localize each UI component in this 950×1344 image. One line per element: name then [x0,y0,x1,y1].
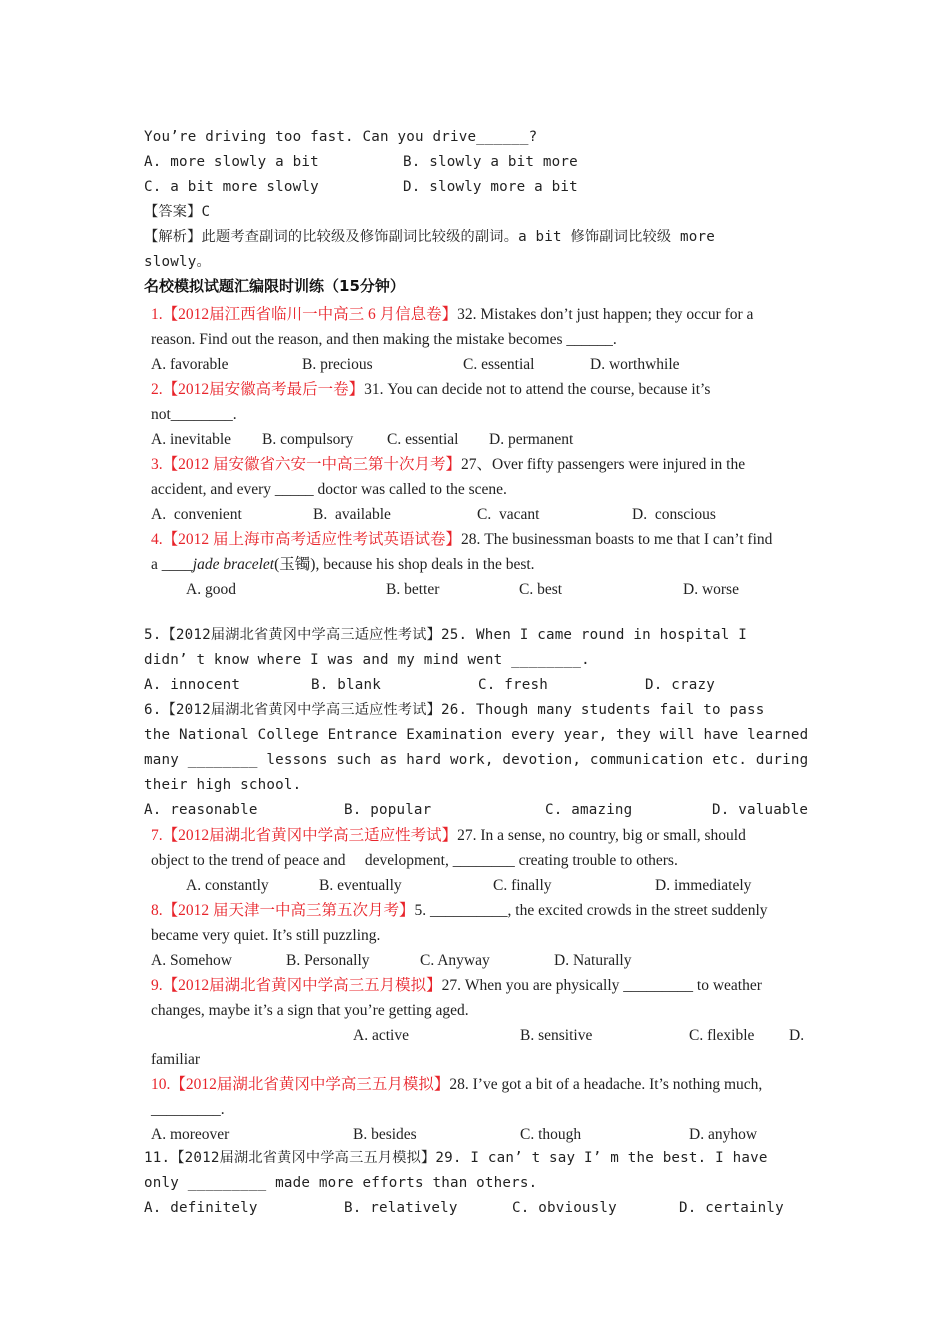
intro-option-c: C. a bit more slowly [144,179,319,195]
question-4-option-d: D. worse [683,581,739,598]
question-6-line2: the National College Entrance Examination every year, they will have learned [144,727,809,743]
question-8-option-d: D. Naturally [554,952,632,969]
intro-question-stem: You’re driving too fast. Can you drive______? [144,129,538,145]
question-2-option-b: B. compulsory [262,431,354,448]
question-source: 2.【2012届安徽高考最后一卷】 [151,381,365,398]
question-5-line2: didn’ t know where I was and my mind went ________. [144,652,590,668]
question-10-option-c: C. though [520,1126,582,1143]
question-source: 7.【2012届湖北省黄冈中学高三适应性考试】 [151,827,458,844]
question-2-line2: not________. [151,406,237,423]
question-6-line3: many ________ lessons such as hard work, devotion, communication etc. during [144,752,809,768]
question-2-line1 [151,377,710,402]
intro-analysis-line1: 【解析】此题考查副词的比较级及修饰副词比较级的副词。a bit 修饰副词比较级 more [144,229,715,245]
question-8-option-a: A. Somehow [151,952,232,969]
question-9-option-c: C. flexible [689,1027,755,1044]
question-source: 1.【2012届江西省临川一中高三 6 月信息卷】 [151,306,458,323]
question-text: 27. In a sense, no country, big or small, should [457,827,746,844]
question-source: 11.【2012届湖北省黄冈中学高三五月模拟】 [144,1150,436,1166]
question-7-option-c: C. finally [493,877,552,894]
question-11-line1 [144,1146,768,1171]
question-1-option-a: A. favorable [151,356,229,373]
question-4-line1 [151,527,772,552]
question-10-option-a: A. moreover [151,1126,230,1143]
question-7-option-a: A. constantly [186,877,269,894]
question-6-option-d: D. valuable [712,802,809,818]
question-3-line2: accident, and every _____ doctor was called to the scene. [151,481,507,498]
question-4-option-b: B. better [386,581,440,598]
question-7-option-d: D. immediately [655,877,752,894]
question-8-option-c: C. Anyway [420,952,490,969]
intro-analysis-line2: slowly。 [144,254,211,270]
question-1-option-b: B. precious [302,356,373,373]
question-5-option-c: C. fresh [478,677,548,693]
question-10-option-d: D. anyhow [689,1126,758,1143]
question-9-line1 [151,973,762,998]
question-text: 25. When I came round in hospital I [441,627,748,643]
question-text: 32. Mistakes don’t just happen; they occur for a [457,306,754,323]
question-text: a ____ [151,556,193,573]
question-2-option-c: C. essential [387,431,459,448]
question-text: 29. I can’ t say I’ m the best. I have [435,1150,768,1166]
question-9-option-b: B. sensitive [520,1027,593,1044]
question-5-option-b: B. blank [311,677,381,693]
question-7-line1 [151,823,746,848]
question-11-option-d: D. certainly [679,1200,784,1216]
question-7-line2: object to the trend of peace and development, ________ creating trouble to others. [151,852,678,869]
question-source: 4.【2012 届上海市高考适应性考试英语试卷】 [151,531,462,548]
question-9-option-d: D. [789,1027,805,1044]
question-7-option-b: B. eventually [319,877,402,894]
question-8-line1 [151,898,768,923]
question-text: 27、Over fifty passengers were injured in the [461,456,746,473]
question-text: (玉镯), because his shop deals in the best. [274,556,535,573]
intro-option-a: A. more slowly a bit [144,154,319,170]
question-2-option-d: D. permanent [489,431,574,448]
question-text: 28. The businessman boasts to me that I can’t find [461,531,773,548]
question-8-option-b: B. Personally [286,952,370,969]
question-5-option-a: A. innocent [144,677,241,693]
question-6-line4: their high school. [144,777,302,793]
question-3-line1 [151,452,745,477]
question-1-line2: reason. Find out the reason, and then making the mistake becomes ______. [151,331,617,348]
question-5-option-d: D. crazy [645,677,715,693]
question-1-option-c: C. essential [463,356,535,373]
question-source: 9.【2012届湖北省黄冈中学高三五月模拟】 [151,977,442,994]
question-4-option-c: C. best [519,581,563,598]
question-source: 8.【2012 届天津一中高三第五次月考】 [151,902,415,919]
question-1-option-d: D. worthwhile [590,356,680,373]
question-9-line3: familiar [151,1051,201,1068]
question-1-line1 [151,302,753,327]
question-8-line2: became very quiet. It’s still puzzling. [151,927,381,944]
question-source: 3.【2012 届安徽省六安一中高三第十次月考】 [151,456,462,473]
question-source: 6.【2012届湖北省黄冈中学高三适应性考试】 [144,702,442,718]
question-5-line1 [144,623,747,648]
question-6-option-a: A. reasonable [144,802,258,818]
question-6-option-b: B. popular [344,802,432,818]
question-10-line2: _________. [151,1101,225,1118]
question-11-line2: only _________ made more efforts than others. [144,1175,538,1191]
intro-answer: 【答案】C [144,204,211,220]
question-text: 31. You can decide not to attend the course, because it’s [364,381,711,398]
section-heading: 名校模拟试题汇编限时训练（15分钟） [144,277,405,295]
question-3-option-a: A. convenient [151,506,242,523]
italic-term: jade bracelet [192,556,275,573]
question-3-option-d: D. conscious [632,506,716,523]
question-source: 5.【2012届湖北省黄冈中学高三适应性考试】 [144,627,442,643]
question-10-line1 [151,1072,762,1097]
question-4-option-a: A. good [186,581,236,598]
question-text: 28. I’ve got a bit of a headache. It’s nothing much, [449,1076,763,1093]
question-11-option-c: C. obviously [512,1200,617,1216]
question-6-option-c: C. amazing [545,802,633,818]
question-source: 10.【2012届湖北省黄冈中学高三五月模拟】 [151,1076,450,1093]
intro-option-b: B. slowly a bit more [403,154,578,170]
question-11-option-a: A. definitely [144,1200,258,1216]
intro-option-d: D. slowly more a bit [403,179,578,195]
question-6-line1 [144,698,765,723]
question-3-option-c: C. vacant [477,506,540,523]
question-9-line2: changes, maybe it’s a sign that you’re getting aged. [151,1002,469,1019]
question-2-option-a: A. inevitable [151,431,232,448]
question-text: 5. __________, the excited crowds in the street suddenly [414,902,768,919]
question-10-option-b: B. besides [353,1126,417,1143]
question-4-line2 [151,552,535,577]
question-3-option-b: B. available [313,506,391,523]
question-text: 26. Though many students fail to pass [441,702,765,718]
question-11-option-b: B. relatively [344,1200,458,1216]
question-text: 27. When you are physically _________ to weather [441,977,762,994]
question-9-option-a: A. active [353,1027,409,1044]
